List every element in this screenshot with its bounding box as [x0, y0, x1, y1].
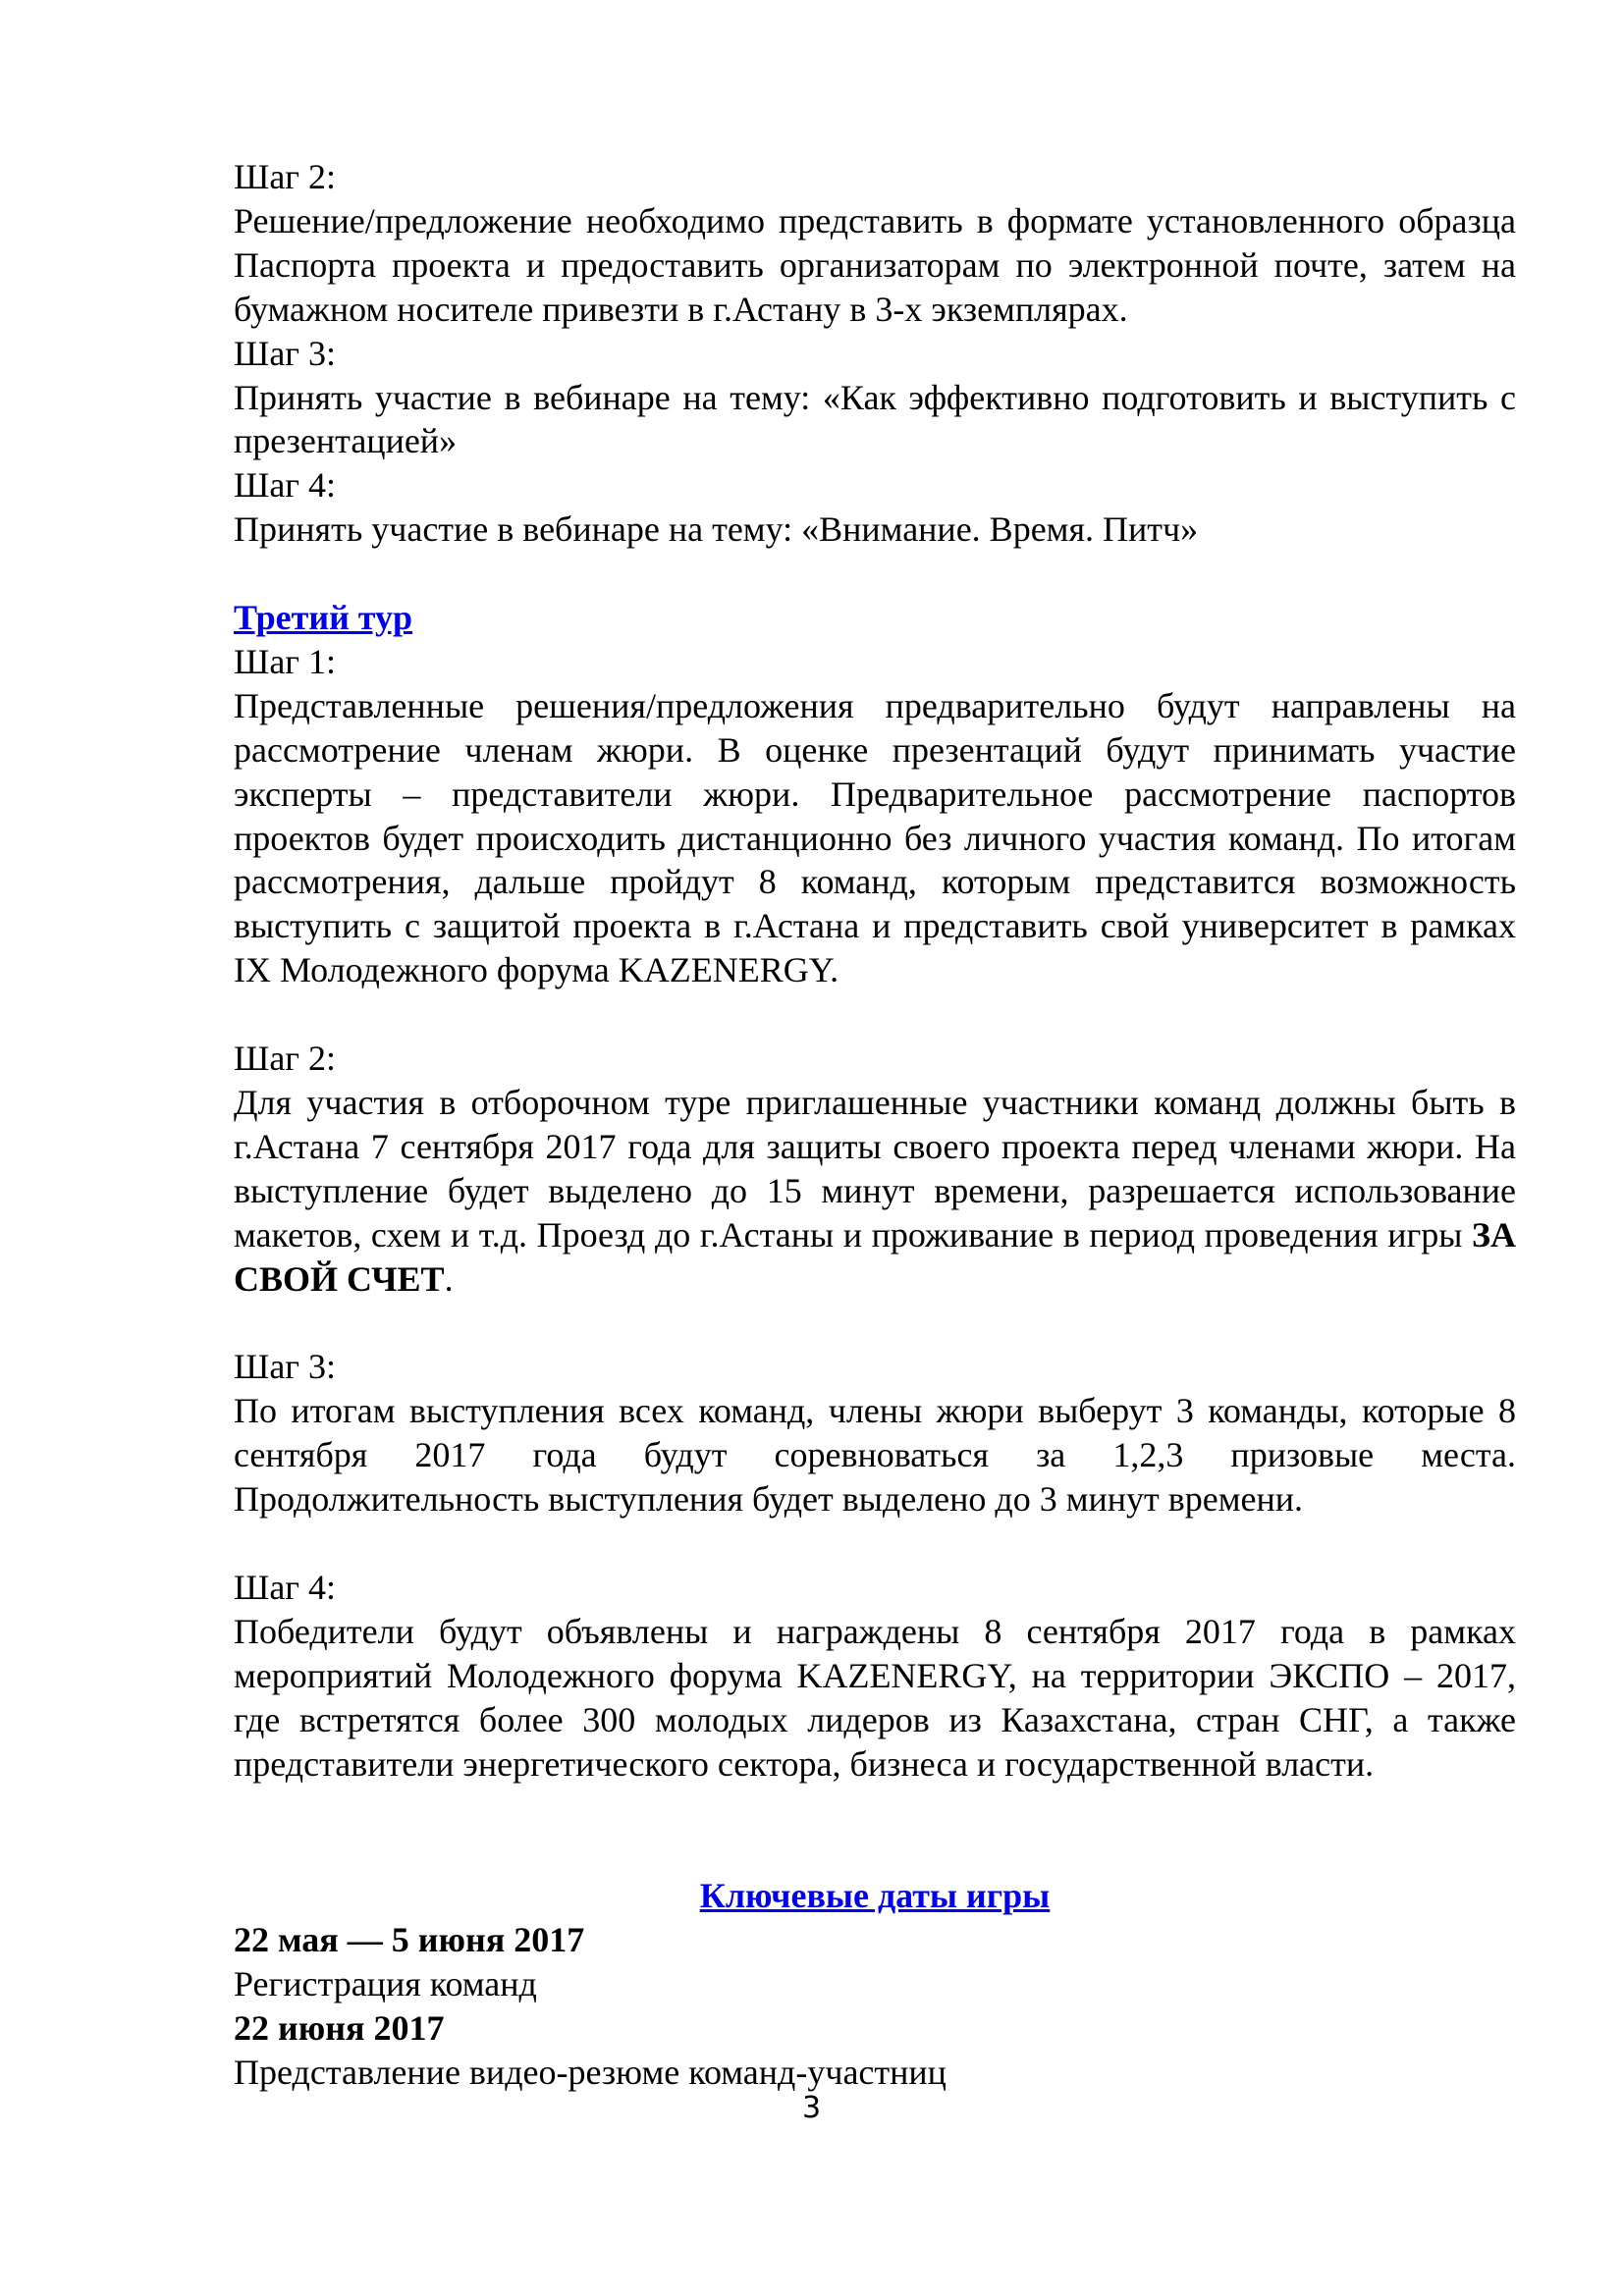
- round3-step3-label: Шаг 3:: [234, 1347, 337, 1387]
- key-date-2: 22 июня 2017: [234, 2007, 445, 2048]
- round2-step2-text: Решение/предложение необходимо представить в формате установленного образца Паспорта проекта и предоставить организаторам по электронной почте, затем на бумажном носителе привезти в г.Астану в 3-х экземплярах.: [234, 200, 1516, 329]
- round2-step4-label: Шаг 4:: [234, 465, 337, 506]
- spacer: [234, 992, 1516, 1037]
- round2-step2-label: Шаг 2:: [234, 157, 337, 196]
- key-dates-heading-link[interactable]: Ключевые даты игры: [699, 1876, 1051, 1916]
- spacer: [234, 1302, 1516, 1346]
- round3-step2-bold-text: ЗА СВОЙ СЧЕТ: [234, 1214, 1516, 1299]
- round3-step2-text: Для участия в отборочном туре приглашенные участники команд должны быть в г.Астана 7 сентября 2017 года для защиты своего проекта перед членами жюри. На выступление будет выделено до 15 минут времени, разрешается использование макетов, схем и т.д. Проезд до г.Астаны и проживание в период проведения игры: [234, 1083, 1516, 1255]
- spacer: [234, 1786, 1516, 1830]
- key-dates-heading-wrap: [234, 1874, 1516, 1918]
- page-number: 3: [801, 2091, 822, 2125]
- round3-step2-end: .: [444, 1258, 454, 1299]
- key-date-1: 22 мая — 5 июня 2017: [234, 1920, 585, 1960]
- document-page: [234, 155, 1516, 2095]
- key-date-1-desc: Регистрация команд: [234, 1964, 537, 2004]
- round2-step4-text: Принять участие в вебинаре на тему: «Внимание. Время. Питч»: [234, 509, 1199, 550]
- round3-step4-label: Шаг 4:: [234, 1567, 337, 1607]
- round2-step3-text: Принять участие в вебинаре на тему: «Как эффективно подготовить и выступить с презентацией»: [234, 377, 1516, 461]
- round3-step1-text: Представленные решения/предложения предварительно будут направлены на рассмотрение членам жюри. В оценке презентаций будут принимать участие эксперты – представители жюри. Предварительное рассмотрение паспортов проектов будет происходить дистанционно без личного участия команд. По итогам рассмотрения, дальше пройдут 8 команд, которым представится возможность выступить с защитой проекта в г.Астана и представить свой университет в рамках IX Молодежного форума KAZENERGY.: [234, 685, 1516, 990]
- round2-step3-label: Шаг 3:: [234, 333, 337, 373]
- key-date-2-desc: Представление видео-резюме команд-участниц: [234, 2052, 947, 2092]
- round3-step4-text: Победители будут объявлены и награждены 8 сентября 2017 года в рамках мероприятий Молодежного форума KAZENERGY, на территории ЭКСПО – 2017, где встретятся более 300 молодых лидеров из Казахстана, стран СНГ, а также представители энергетического сектора, бизнеса и государственной власти.: [234, 1611, 1516, 1784]
- round3-step3-text: По итогам выступления всех команд, члены жюри выберут 3 команды, которые 8 сентября 2017 года будут соревноваться за 1,2,3 призовые места. Продолжительность выступления будет выделено до 3 минут времени.: [234, 1391, 1516, 1520]
- spacer: [234, 1830, 1516, 1874]
- spacer: [234, 1522, 1516, 1566]
- round3-step2-paragraph: [234, 1081, 1516, 1302]
- round3-step1-label: Шаг 1:: [234, 641, 337, 681]
- round3-heading-link[interactable]: Третий тур: [234, 598, 413, 638]
- spacer: [234, 552, 1516, 596]
- round3-step2-label: Шаг 2:: [234, 1039, 337, 1079]
